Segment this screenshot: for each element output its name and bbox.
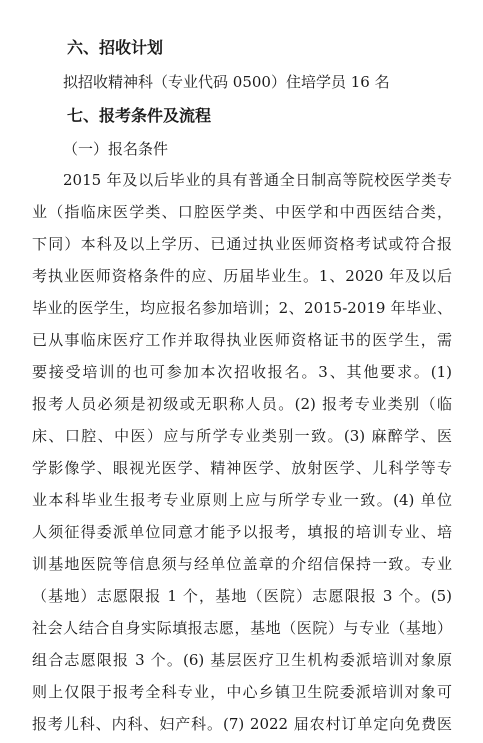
plan-text: 拟招收精神科（专业代码 0500）住培学员 16 名: [63, 73, 390, 91]
paragraph-line: 毕业的医学生，均应报名参加培训；2、2015-2019 年毕业、: [32, 299, 452, 317]
paragraph-line: 报考儿科、内科、妇产科。(7) 2022 届农村订单定向免费医: [32, 715, 452, 733]
paragraph-line: 已从事临床医疗工作并取得执业医师资格证书的医学生，需: [32, 331, 452, 349]
paragraph-line: 则上仅限于报考全科专业，中心乡镇卫生院委派培训对象可: [32, 683, 452, 701]
paragraph-line: 业本科毕业生报考专业原则上应与所学专业一致。(4) 单位: [32, 491, 452, 509]
section-7-heading: 七、报考条件及流程: [67, 106, 212, 125]
paragraph-line: 床、口腔、中医）应与所学专业类别一致。(3) 麻醉学、医: [32, 427, 452, 445]
paragraph-line: 2015 年及以后毕业的具有普通全日制高等院校医学类专: [63, 171, 452, 189]
section-6-heading: 六、招收计划: [67, 38, 164, 57]
paragraph-line: 人须征得委派单位同意才能予以报考，填报的培训专业、培: [32, 523, 452, 541]
paragraph-line: 要接受培训的也可参加本次招收报名。3、其他要求。(1): [32, 363, 452, 381]
paragraph-line: 报考人员必须是初级或无职称人员。(2) 报考专业类别（临: [32, 395, 452, 413]
paragraph-line: 组合志愿限报 3 个。(6) 基层医疗卫生机构委派培训对象原: [32, 651, 452, 669]
paragraph-line: 训基地医院等信息须与经单位盖章的介绍信保持一致。专业: [32, 555, 452, 573]
paragraph-line: 学影像学、眼视光医学、精神医学、放射医学、儿科学等专: [32, 459, 452, 477]
paragraph-line: 考执业医师资格条件的应、历届毕业生。1、2020 年及以后: [32, 267, 452, 285]
paragraph-line: 业（指临床医学类、口腔医学类、中医学和中西医结合类，: [32, 203, 452, 221]
paragraph-line: （基地）志愿限报 1 个，基地（医院）志愿限报 3 个。(5): [32, 587, 452, 605]
paragraph-line: 社会人结合自身实际填报志愿，基地（医院）与专业（基地）: [32, 619, 452, 637]
paragraph-line: 下同）本科及以上学历、已通过执业医师资格考试或符合报: [32, 235, 452, 253]
subheading-registration-conditions: （一）报名条件: [63, 140, 169, 158]
